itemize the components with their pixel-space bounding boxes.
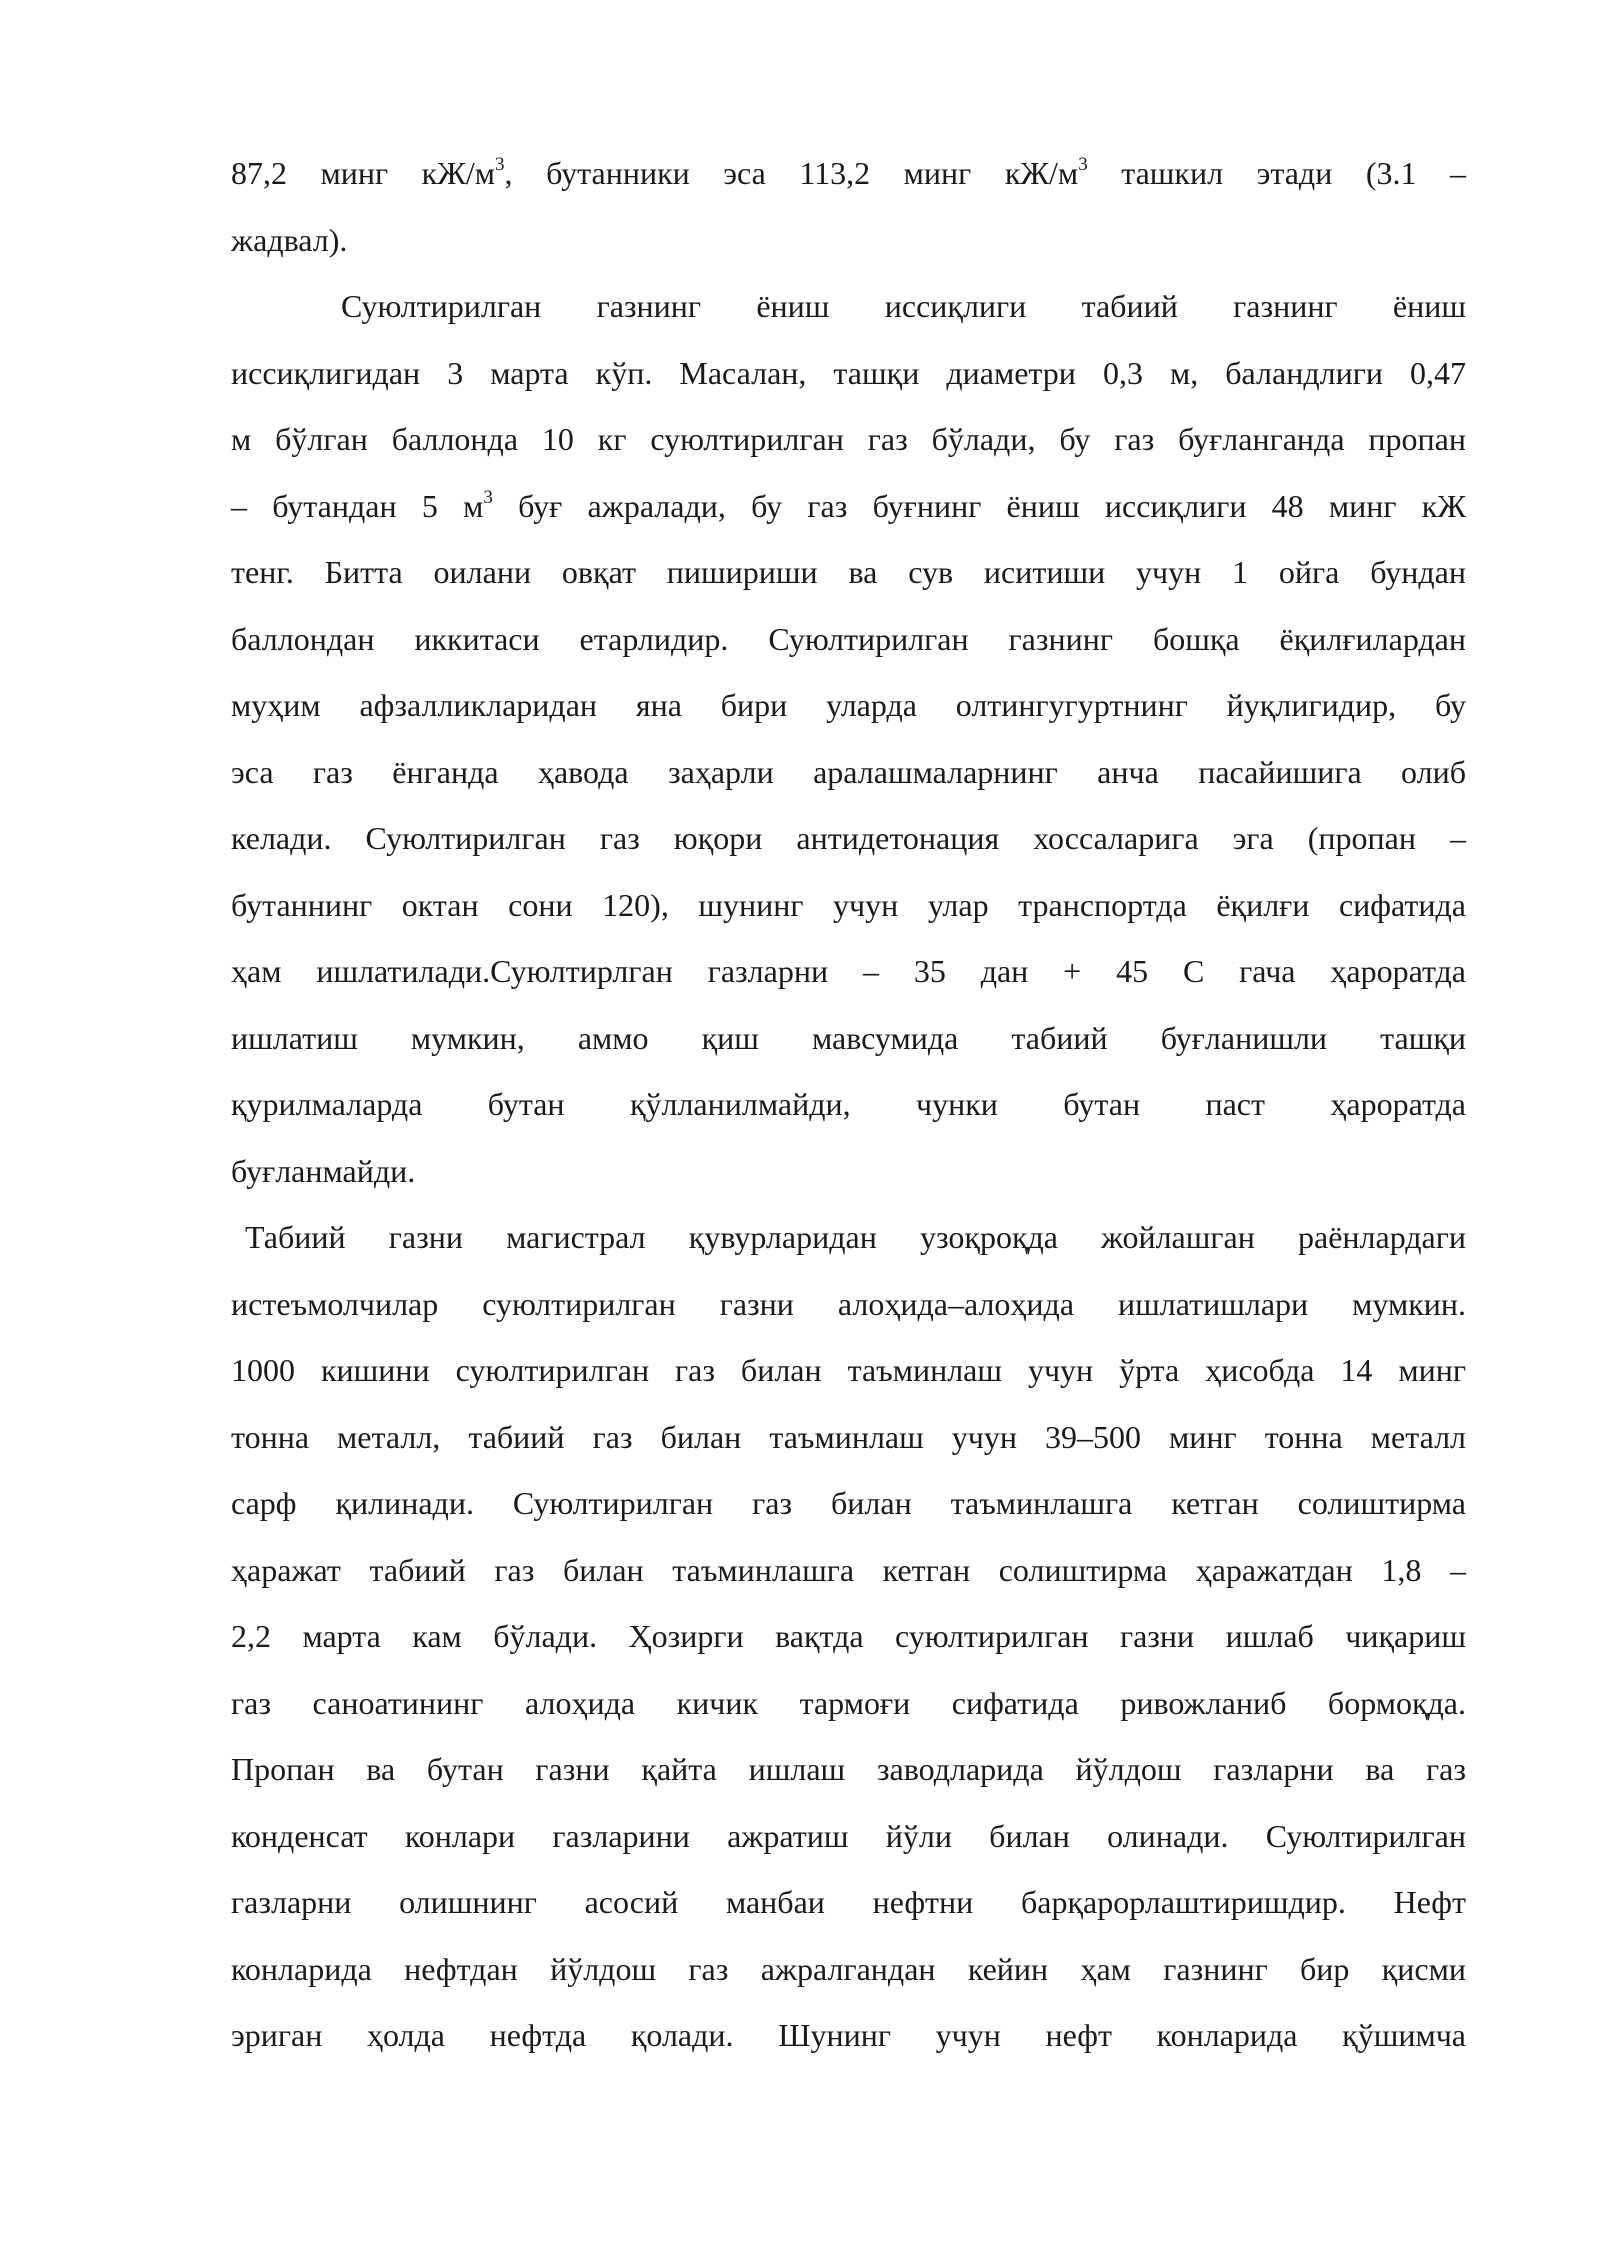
text-segment: қурилмаларда бутан қўлланилмайди, чунки бутан паст ҳароратда	[231, 1086, 1466, 1122]
text-segment: ҳам ишлатилади.Суюлтирлган газларни – 35 дан + 45 С гача ҳароратда	[231, 953, 1466, 989]
text-line	[231, 1470, 1466, 1537]
text-line	[231, 805, 1466, 872]
text-line	[231, 1670, 1466, 1737]
text-segment: 2,2 марта кам бўлади. Ҳозирги вақтда суюлтирилган газни ишлаб чиқариш	[231, 1618, 1466, 1654]
text-segment: ташкил этади (3.1 –	[1087, 155, 1467, 191]
text-segment: ишлатиш мумкин, аммо қиш мавсумида табиий буғланишли ташқи	[231, 1019, 1466, 1056]
text-line	[231, 406, 1466, 473]
text-segment: конларида нефтдан йўлдош газ ажралгандан кейин ҳам газнинг бир қисми	[231, 1950, 1466, 1987]
text-line	[231, 672, 1466, 739]
text-line	[231, 739, 1466, 806]
text-line	[231, 606, 1466, 673]
text-segment: Пропан ва бутан газни қайта ишлаш заводларида йўлдош газларни ва газ	[231, 1751, 1466, 1787]
text-line	[231, 1803, 1466, 1870]
text-line	[231, 938, 1466, 1005]
text-line	[231, 1404, 1466, 1471]
paragraph-start-line	[231, 1204, 1466, 1271]
text-line	[231, 539, 1466, 606]
document-page	[231, 140, 1466, 2069]
text-line	[231, 1736, 1466, 1803]
text-line	[231, 473, 1466, 540]
text-segment: ҳаражат табиий газ билан таъминлашга кетган солиштирма ҳаражатдан 1,8 –	[231, 1551, 1466, 1588]
text-line	[231, 872, 1466, 939]
text-segment: келади. Суюлтирилган газ юқори антидетонация хоссаларига эга (пропан –	[231, 820, 1466, 856]
text-segment: буғ ажралади, бу газ буғнинг ёниш иссиқлиги 48 минг кЖ	[492, 487, 1467, 524]
text-line	[231, 1869, 1466, 1936]
superscript: 3	[1078, 154, 1088, 176]
text-segment: иссиқлигидан 3 марта кўп. Масалан, ташқи диаметри 0,3 м, баландлиги 0,47	[231, 354, 1466, 391]
text-segment: конденсат конлари газларини ажратиш йўли билан олинади. Суюлтирилган	[231, 1817, 1466, 1854]
superscript: 3	[483, 486, 493, 508]
text-segment: 1000 кишини суюлтирилган газ билан таъминлаш учун ўрта ҳисобда 14 минг	[231, 1352, 1466, 1388]
text-line	[231, 140, 1466, 207]
paragraph-start-line	[231, 273, 1466, 340]
text-line	[231, 1071, 1466, 1138]
text-segment: сарф қилинади. Суюлтирилган газ билан таъминлашга кетган солиштирма	[231, 1485, 1466, 1521]
text-line	[231, 1337, 1466, 1404]
text-segment: тенг. Битта оилани овқат пишириши ва сув иситиши учун 1 ойга бундан	[231, 554, 1466, 590]
text-segment: эриган ҳолда нефтда қолади. Шунинг учун нефт конларида қўшимча	[231, 2017, 1466, 2053]
text-segment: муҳим афзалликларидан яна бири уларда олтингугуртнинг йуқлигидир, бу	[231, 687, 1466, 723]
text-segment: газларни олишнинг асосий манбаи нефтни барқарорлаштиришдир. Нефт	[231, 1884, 1466, 1920]
text-line	[231, 1138, 1466, 1205]
text-line	[231, 207, 1466, 274]
text-line	[231, 340, 1466, 407]
text-line	[231, 2002, 1466, 2069]
text-segment: м бўлган баллонда 10 кг суюлтирилган газ бўлади, бу газ буғланганда пропан	[231, 421, 1466, 457]
text-line	[231, 1537, 1466, 1604]
text-segment: эса газ ёнганда ҳавода заҳарли аралашмаларнинг анча пасайишига олиб	[231, 753, 1466, 790]
text-segment: , бутанники эса 113,2 минг кЖ/м	[504, 155, 1079, 191]
text-segment: истеъмолчилар суюлтирилган газни алоҳида–алоҳида ишлатишлари мумкин.	[231, 1285, 1466, 1322]
text-segment: – бутандан 5 м	[231, 487, 484, 524]
text-segment: тонна металл, табиий газ билан таъминлаш учун 39–500 минг тонна металл	[231, 1418, 1466, 1455]
text-line	[231, 1936, 1466, 2003]
text-segment: баллондан иккитаси етарлидир. Суюлтирилган газнинг бошқа ёқилғилардан	[231, 620, 1466, 657]
text-line	[231, 1005, 1466, 1072]
superscript: 3	[495, 154, 505, 176]
text-line	[231, 1603, 1466, 1670]
text-segment: Табиий газни магистрал қувурларидан узоқроқда жойлашган раёнлардаги	[245, 1219, 1466, 1255]
text-segment: 87,2 минг кЖ/м	[231, 155, 496, 191]
text-segment: бутаннинг октан сони 120), шунинг учун улар транспортда ёқилғи сифатида	[231, 886, 1466, 923]
text-segment: газ саноатининг алоҳида кичик тармоғи сифатида ривожланиб бормоқда.	[231, 1684, 1466, 1721]
text-segment: Суюлтирилган газнинг ёниш иссиқлиги табиий газнинг ёниш	[341, 288, 1466, 324]
text-segment: буғланмайди.	[231, 1152, 416, 1189]
text-segment: жадвал).	[231, 221, 348, 258]
text-line	[231, 1271, 1466, 1338]
